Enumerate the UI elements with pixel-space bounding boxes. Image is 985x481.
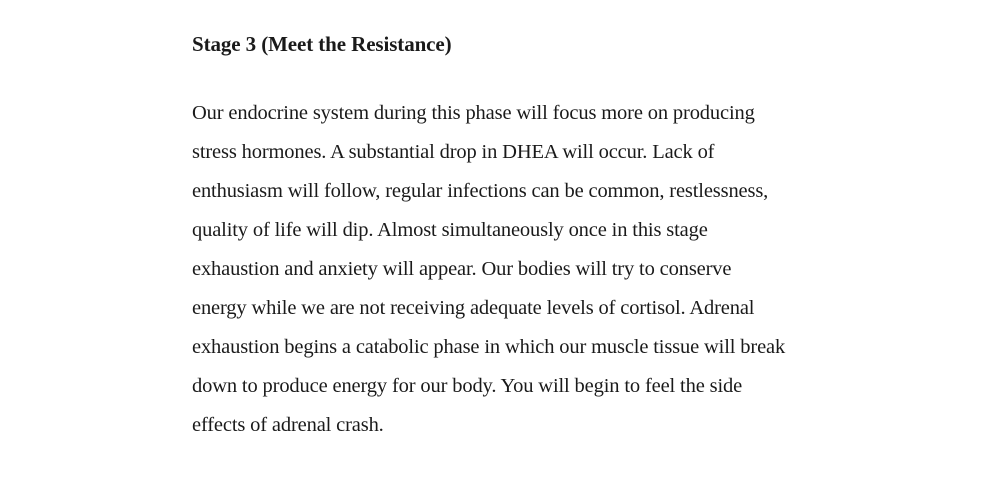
paragraph-line: quality of life will dip. Almost simultaneously once in this stage xyxy=(192,219,708,241)
paragraph-line: Our endocrine system during this phase will focus more on producing xyxy=(192,102,755,124)
paragraph-line: energy while we are not receiving adequate levels of cortisol. Adrenal xyxy=(192,297,755,319)
paragraph-line: exhaustion begins a catabolic phase in which our muscle tissue will break xyxy=(192,336,786,358)
paragraph-line: exhaustion and anxiety will appear. Our bodies will try to conserve xyxy=(192,258,732,280)
paragraph-line: down to produce energy for our body. You will begin to feel the side xyxy=(192,375,743,397)
paragraph-line: stress hormones. A substantial drop in DHEA will occur. Lack of xyxy=(192,141,715,163)
section-heading: Stage 3 (Meet the Resistance) xyxy=(192,32,452,56)
section-paragraph xyxy=(192,94,872,445)
document-content xyxy=(192,26,872,445)
paragraph-line: enthusiasm will follow, regular infections can be common, restlessness, xyxy=(192,180,769,202)
paragraph-line: effects of adrenal crash. xyxy=(192,414,384,436)
